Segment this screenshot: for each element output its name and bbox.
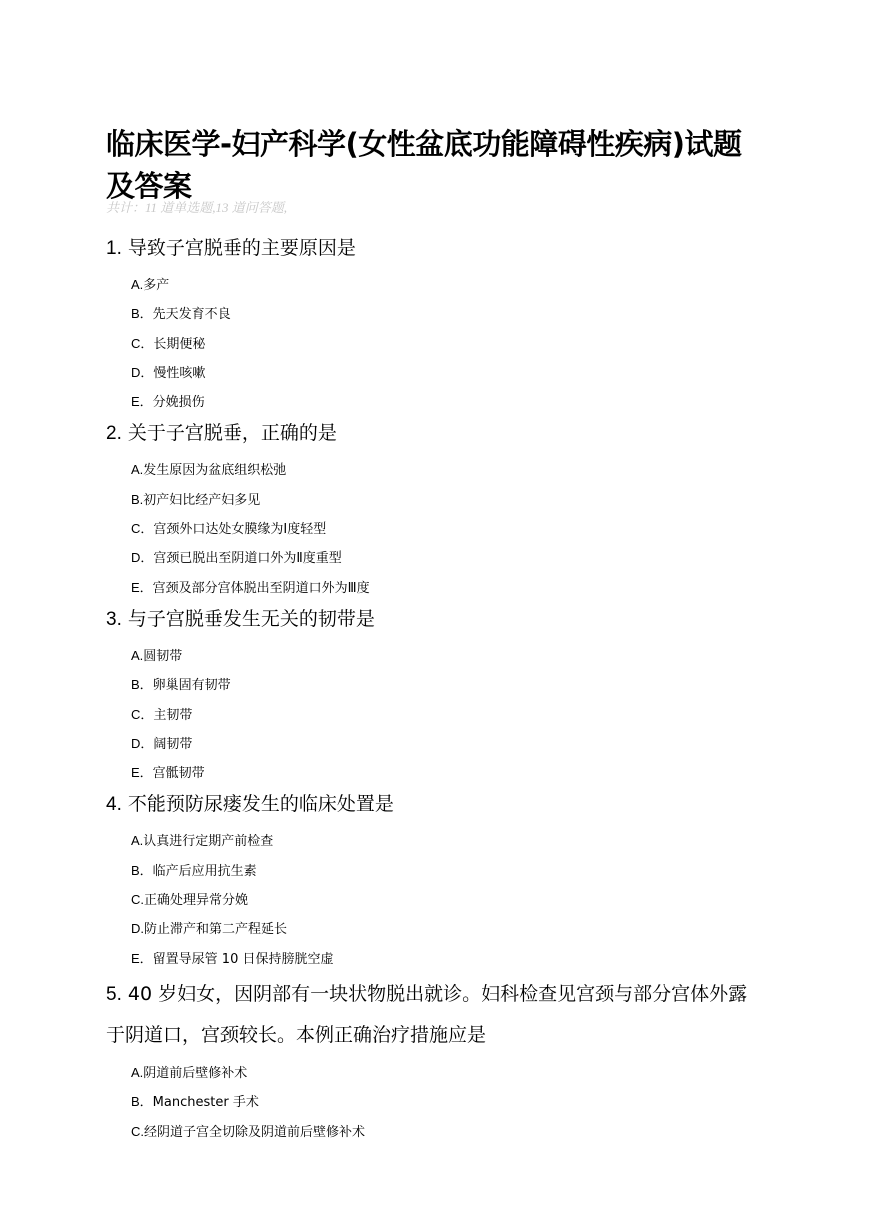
question-list xyxy=(106,232,766,1147)
option-e xyxy=(131,945,766,974)
option-a xyxy=(131,271,766,300)
option-text: 正确处理异常分娩 xyxy=(144,893,249,909)
option-text: 分娩损伤 xyxy=(152,395,205,411)
option-letter: B. xyxy=(131,491,144,507)
option-letter: D． xyxy=(131,364,154,380)
question-text: 导致子宫脱垂的主要原因是 xyxy=(127,237,356,259)
question-text: 关于子宫脱垂，正确的是 xyxy=(127,422,337,445)
question-3-stem xyxy=(106,603,766,636)
question-text: 不能预防尿瘘发生的临床处置是 xyxy=(127,793,394,816)
option-text: 圆韧带 xyxy=(143,648,183,664)
option-letter: E． xyxy=(131,394,153,410)
option-letter: C. xyxy=(131,892,144,908)
option-list xyxy=(131,456,766,602)
option-text: 卵巢固有韧带 xyxy=(152,678,231,694)
option-b xyxy=(131,671,766,700)
option-text: 阴道前后壁修补术 xyxy=(143,1065,248,1081)
option-text: 阔韧带 xyxy=(153,736,193,752)
option-letter: A. xyxy=(131,1064,144,1080)
option-letter: B． xyxy=(131,1094,153,1110)
option-list xyxy=(131,1059,766,1147)
question-4 xyxy=(106,788,766,973)
question-text: 40 岁妇女，因阴部有一块状物脱出就诊。妇科检查见宫颈与部分宫体外露于阴道口，宫颈较长。本例正确治疗措施应是 xyxy=(106,982,748,1046)
question-2-stem xyxy=(106,417,766,450)
question-number: 4. xyxy=(106,794,122,816)
option-d xyxy=(131,544,766,573)
option-letter: E． xyxy=(131,765,153,781)
option-letter: C． xyxy=(131,706,154,722)
option-text: 宫颈外口达处女膜缘为Ⅰ度轻型 xyxy=(153,522,327,538)
option-e xyxy=(131,759,766,788)
question-1 xyxy=(106,232,766,417)
option-c xyxy=(131,886,766,915)
option-text: 慢性咳嗽 xyxy=(153,365,206,381)
option-d xyxy=(131,730,766,759)
option-b xyxy=(131,1088,766,1117)
question-2 xyxy=(106,417,766,602)
option-letter: A. xyxy=(131,277,144,292)
option-letter: B． xyxy=(131,677,153,693)
option-d xyxy=(131,359,766,388)
option-text: 防止滞产和第二产程延长 xyxy=(144,922,288,938)
question-1-stem xyxy=(106,232,766,265)
question-number: 1. xyxy=(106,238,122,259)
question-4-stem xyxy=(106,788,766,821)
option-letter: B． xyxy=(131,306,153,322)
option-a xyxy=(131,456,766,485)
option-b xyxy=(131,857,766,886)
option-text: Manchester 手术 xyxy=(152,1095,259,1111)
option-text: 长期便秘 xyxy=(153,336,206,352)
option-a xyxy=(131,1059,766,1088)
option-letter: A. xyxy=(131,647,144,663)
question-number: 3. xyxy=(106,608,122,630)
option-letter: C． xyxy=(131,521,154,537)
option-text: 宫骶韧带 xyxy=(152,766,205,782)
option-c xyxy=(131,515,766,544)
option-letter: D． xyxy=(131,735,154,751)
option-c xyxy=(131,330,766,359)
option-text: 认真进行定期产前检查 xyxy=(143,834,274,850)
option-text: 初产妇比经产妇多见 xyxy=(143,492,261,508)
option-text: 多产 xyxy=(143,278,170,293)
option-letter: D. xyxy=(131,921,144,937)
option-letter: E． xyxy=(131,579,153,595)
option-e xyxy=(131,574,766,603)
option-list xyxy=(131,642,766,788)
option-b xyxy=(131,486,766,515)
option-list xyxy=(131,271,766,417)
document-title: 临床医学-妇产科学(女性盆底功能障碍性疾病)试题及答案 xyxy=(106,127,742,204)
option-text: 主韧带 xyxy=(153,707,193,723)
question-5 xyxy=(106,974,766,1147)
option-letter: C. xyxy=(131,1123,144,1139)
option-c xyxy=(131,1118,766,1147)
question-number: 5. xyxy=(106,983,122,1005)
option-text: 先天发育不良 xyxy=(152,307,231,323)
option-d xyxy=(131,915,766,944)
option-list xyxy=(131,827,766,973)
option-letter: B． xyxy=(131,862,153,878)
option-text: 宫颈已脱出至阴道口外为Ⅱ度重型 xyxy=(153,551,342,567)
option-letter: A. xyxy=(131,833,144,849)
option-c xyxy=(131,701,766,730)
question-summary: 共计：11 道单选题,13 道问答题, xyxy=(106,200,288,215)
option-text: 留置导尿管 10 日保持膀胱空虚 xyxy=(152,951,334,967)
question-5-stem xyxy=(106,974,766,1055)
option-letter: A. xyxy=(131,462,144,478)
option-letter: D． xyxy=(131,550,154,566)
option-e xyxy=(131,388,766,417)
question-text: 与子宫脱垂发生无关的韧带是 xyxy=(127,607,375,630)
option-text: 发生原因为盆底组织松弛 xyxy=(143,463,287,479)
option-letter: E． xyxy=(131,950,153,966)
option-text: 经阴道子宫全切除及阴道前后壁修补术 xyxy=(144,1124,366,1140)
question-number: 2. xyxy=(106,423,122,445)
option-text: 宫颈及部分宫体脱出至阴道口外为Ⅲ度 xyxy=(152,580,370,596)
option-text: 临产后应用抗生素 xyxy=(152,863,257,879)
question-3 xyxy=(106,603,766,788)
option-letter: C． xyxy=(131,335,154,351)
option-b xyxy=(131,300,766,329)
option-a xyxy=(131,642,766,671)
option-a xyxy=(131,827,766,856)
